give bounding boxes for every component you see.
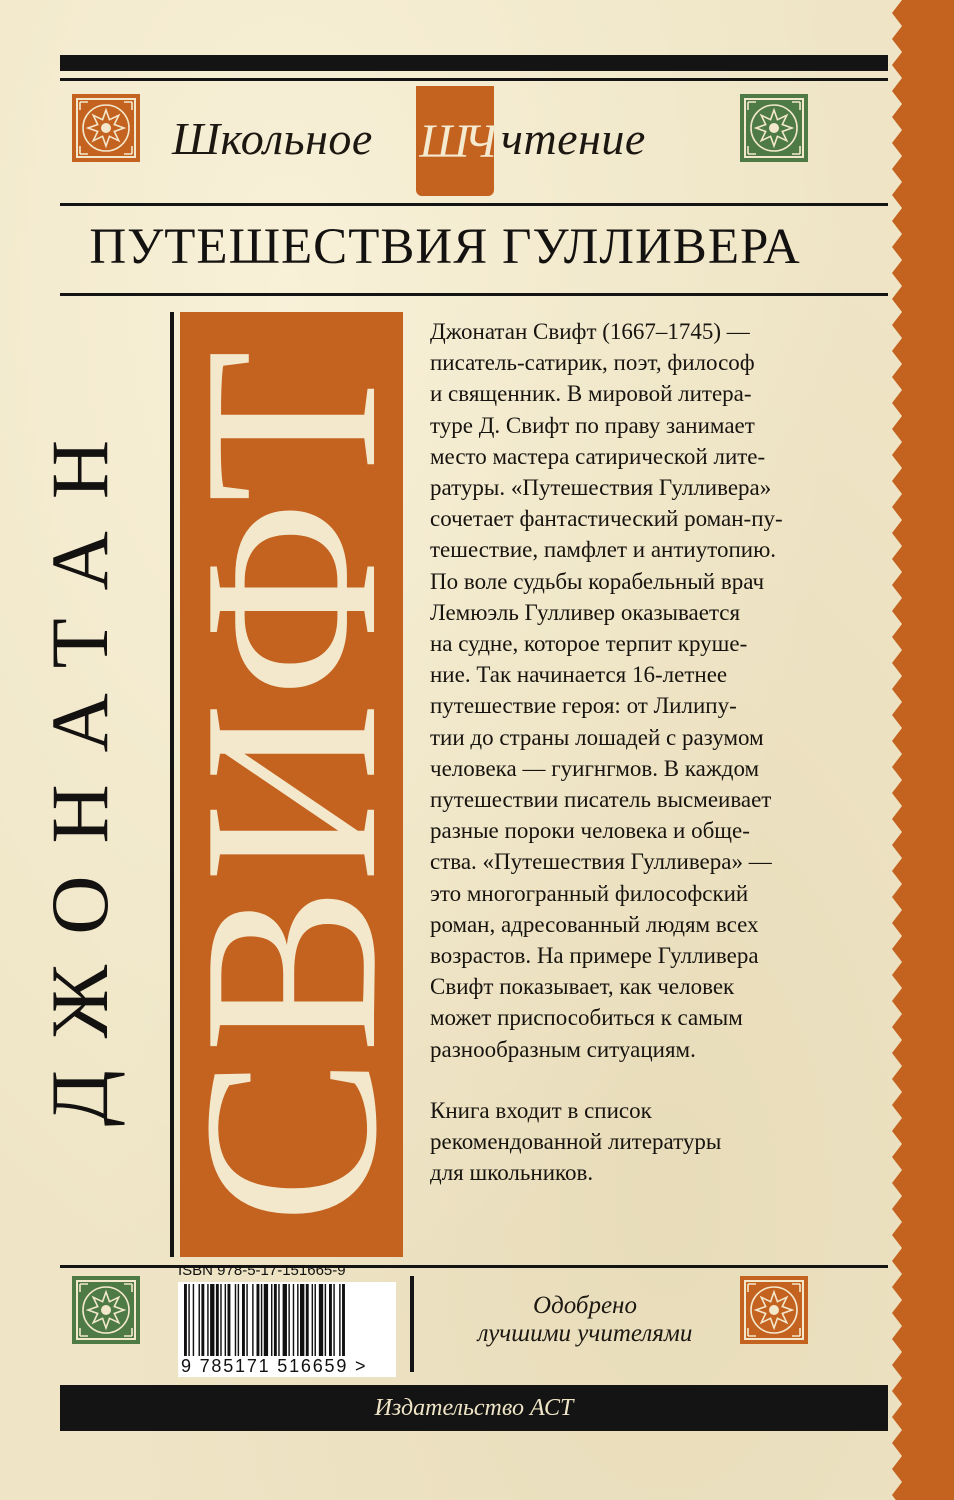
- isbn-barcode: [178, 1262, 396, 1382]
- isbn-label: ISBN 978-5-17-151665-9: [178, 1262, 346, 1279]
- description-line: Книга входит в список: [430, 1097, 652, 1123]
- recommendation-paragraph: [430, 1095, 850, 1189]
- description-line: ние. Так начинается 16-летнее: [430, 662, 728, 688]
- description-line: тешествие, памфлет и антиутопию.: [430, 537, 777, 563]
- star-ornament-icon: [740, 94, 808, 162]
- series-label-left: Школьное: [172, 113, 373, 164]
- approval-note: [432, 1292, 738, 1348]
- approval-line-2: лучшими учителями: [477, 1320, 693, 1347]
- description-line: разнообразным ситуациям.: [430, 1036, 696, 1062]
- description-line: возрастов. На примере Гулливера: [430, 943, 759, 969]
- description-line: может приспособиться к самым: [430, 1005, 743, 1031]
- series-label-right: чтение: [501, 113, 646, 164]
- publisher-name: Издательство АСТ: [374, 1394, 574, 1421]
- description-line: место мастера сатирической лите-: [430, 443, 766, 469]
- description-line: Свифт показывает, как человек: [430, 974, 735, 1000]
- description-line: ства. «Путешествия Гулливера» —: [430, 849, 772, 875]
- description-line: сочетает фантастический роман-пу-: [430, 506, 783, 532]
- description-line: рекомендованной литературы: [430, 1129, 722, 1155]
- top-rule: [60, 78, 888, 81]
- series-logo: [416, 86, 494, 196]
- description-line: писатель-сатирик, поэт, философ: [430, 350, 755, 376]
- book-title: ПУТЕШЕСТВИЯ ГУЛЛИВЕРА: [89, 219, 801, 275]
- description-line: и священник. В мировой литера-: [430, 381, 752, 407]
- description-line: роман, адресованный людям всех: [430, 911, 759, 937]
- description-line: это многогранный философский: [430, 880, 749, 906]
- description-line: на судне, которое терпит круше-: [430, 631, 748, 657]
- barcode-divider: [410, 1276, 414, 1372]
- description-line: путешествии писатель высмеивает: [430, 787, 772, 813]
- description-line: ратуры. «Путешествия Гулливера»: [430, 475, 772, 501]
- star-ornament-icon: [740, 1276, 808, 1344]
- author-first-name: ДЖОНАТАН: [34, 407, 125, 1127]
- description-paragraph: [430, 316, 850, 1065]
- top-bar: [60, 55, 888, 71]
- star-ornament-icon: [72, 94, 140, 162]
- description-line: Лемюэль Гулливер оказывается: [430, 599, 741, 625]
- description-line: тии до страны лошадей с разумом: [430, 724, 764, 750]
- barcode-number: 9 785171 516659 >: [178, 1356, 396, 1377]
- barcode-icon: [178, 1282, 396, 1358]
- approval-line-1: Одобрено: [533, 1292, 637, 1319]
- title-rule: [60, 293, 888, 296]
- description-line: разные пороки человека и обще-: [430, 818, 750, 844]
- book-description: [430, 316, 850, 1188]
- description-line: человека — гуигнгмов. В каждом: [430, 755, 760, 781]
- star-ornament-icon: [72, 1276, 140, 1344]
- header-rule: [60, 203, 888, 206]
- description-line: Джонатан Свифт (1667–1745) —: [430, 319, 750, 344]
- series-logo-text: ШЧ: [419, 114, 491, 168]
- description-line: По воле судьбы корабельный врач: [430, 568, 765, 594]
- description-line: для школьников.: [430, 1160, 594, 1186]
- author-last-name: СВИФТ: [152, 345, 430, 1224]
- description-line: путешествие героя: от Лилипу-: [430, 693, 737, 719]
- description-line: туре Д. Свифт по праву занимает: [430, 412, 755, 438]
- author-last-name-wrap: [152, 312, 430, 1257]
